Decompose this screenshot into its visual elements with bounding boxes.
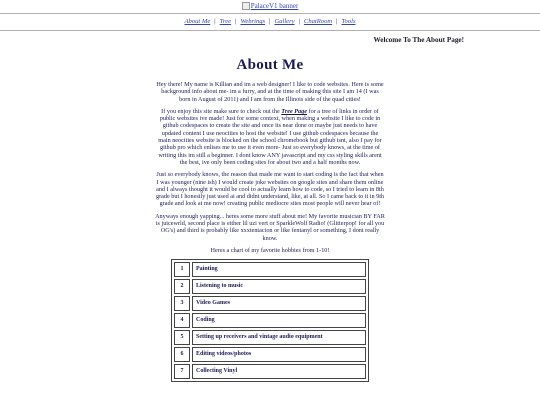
hobby-name: Listening to music	[192, 279, 366, 294]
nav-divider	[0, 30, 540, 31]
hobby-rank: 7	[174, 364, 190, 379]
table-row	[174, 262, 366, 277]
table-row	[174, 364, 366, 379]
nav-chatroom[interactable]: ChatRoom	[303, 18, 333, 25]
hobby-rank: 2	[174, 279, 190, 294]
table-row	[174, 330, 366, 345]
tree-paragraph	[155, 108, 385, 166]
nav-separator: |	[336, 18, 338, 25]
nav-gallery[interactable]: Gallery	[274, 18, 295, 25]
tree-paragraph-before: If you enjoy this site make sure to check out the	[161, 107, 282, 115]
tree-paragraph-after: for a tree of links in order of public websites ive made! Just for some context, when making a website I like to code in github codespaces to create the site and once its near done or maybe just needs to have updated content I use neocities to host the website! I use github codespaces because the main neocities website is blocked on the school chromebook but github isnt, also I pay for github pro which enlises me to use it even more- Just so everybody knows, at the time of writing this im still a beginner. I dont know ANY javascript and my css styling skills arent the best, ive only been coding sites for about two and a half months now.	[158, 107, 382, 166]
hobbies-table	[171, 259, 369, 382]
hobby-name: Editing videos/photos	[192, 347, 366, 362]
nav-separator: |	[235, 18, 237, 25]
table-row	[174, 296, 366, 311]
page-title: About Me	[236, 57, 304, 73]
intro-paragraph: Hey there! My name is Killian and im a web designer! I like to code websites. Here is some background info about me- im a furry, and at the time of making this site I am 14 (I was born in August of 2011) and I am from the Illinois side of the quad cities!	[156, 81, 384, 103]
nav-tree[interactable]: Tree	[219, 18, 232, 25]
banner-link[interactable]	[242, 2, 299, 10]
hobbies-intro: Heres a chart of my favorite hobbies from 1-10!	[210, 246, 330, 254]
nav-webrings[interactable]: Webrings	[240, 18, 266, 25]
broken-image-icon	[242, 2, 250, 10]
nav-tools[interactable]: Tools	[341, 18, 356, 25]
hobby-name: Video Games	[192, 296, 366, 311]
hobby-name: Collecting Vinyl	[192, 364, 366, 379]
table-row	[174, 279, 366, 294]
nav-bar	[0, 16, 540, 28]
table-row	[174, 347, 366, 362]
hobby-rank: 1	[174, 262, 190, 277]
music-paragraph: Anyways enough yapping... heres some more stuff about me! My favorite musician BY FAR is juicewrld, second place is either lil uzi vert or SparkleWolf Radio! (Glitterpop! for all you OG's) and third is probably like xxxtentacion or like fentanyl or something, I dont really know.	[155, 212, 385, 242]
about-content	[155, 81, 385, 382]
hobby-rank: 5	[174, 330, 190, 345]
hobby-name: Setting up receivers and vintage audio equipment	[192, 330, 366, 345]
welcome-heading: Welcome To The About Page!	[373, 36, 464, 44]
site-banner[interactable]	[0, 0, 540, 11]
nav-separator: |	[269, 18, 271, 25]
tree-page-link[interactable]: Tree Page	[281, 107, 307, 115]
table-row	[174, 313, 366, 328]
nav-separator: |	[214, 18, 216, 25]
hobby-rank: 3	[174, 296, 190, 311]
nav-separator: |	[298, 18, 300, 25]
nav-about-me[interactable]: About Me	[184, 18, 211, 25]
hobby-rank: 6	[174, 347, 190, 362]
header-divider	[0, 13, 540, 14]
hobby-rank: 4	[174, 313, 190, 328]
coding-story-paragraph: Just so everybody knows, the reason that made me want to start coding is the fact that when I was younger (nine ish) I would create joke websites on google sites and share them online and I always thought it would be cool to actually learn how to code, so I tried to learn in 8th grade but I honestly just used ai and didnt understand, like, at all. So I came back to it in 9th grade and look at me now! creating public mediocre sites most people will never hear of!	[155, 171, 385, 208]
banner-alt-text: PalaceV1 banner	[250, 2, 299, 10]
hobby-name: Coding	[192, 313, 366, 328]
hobby-name: Painting	[192, 262, 366, 277]
